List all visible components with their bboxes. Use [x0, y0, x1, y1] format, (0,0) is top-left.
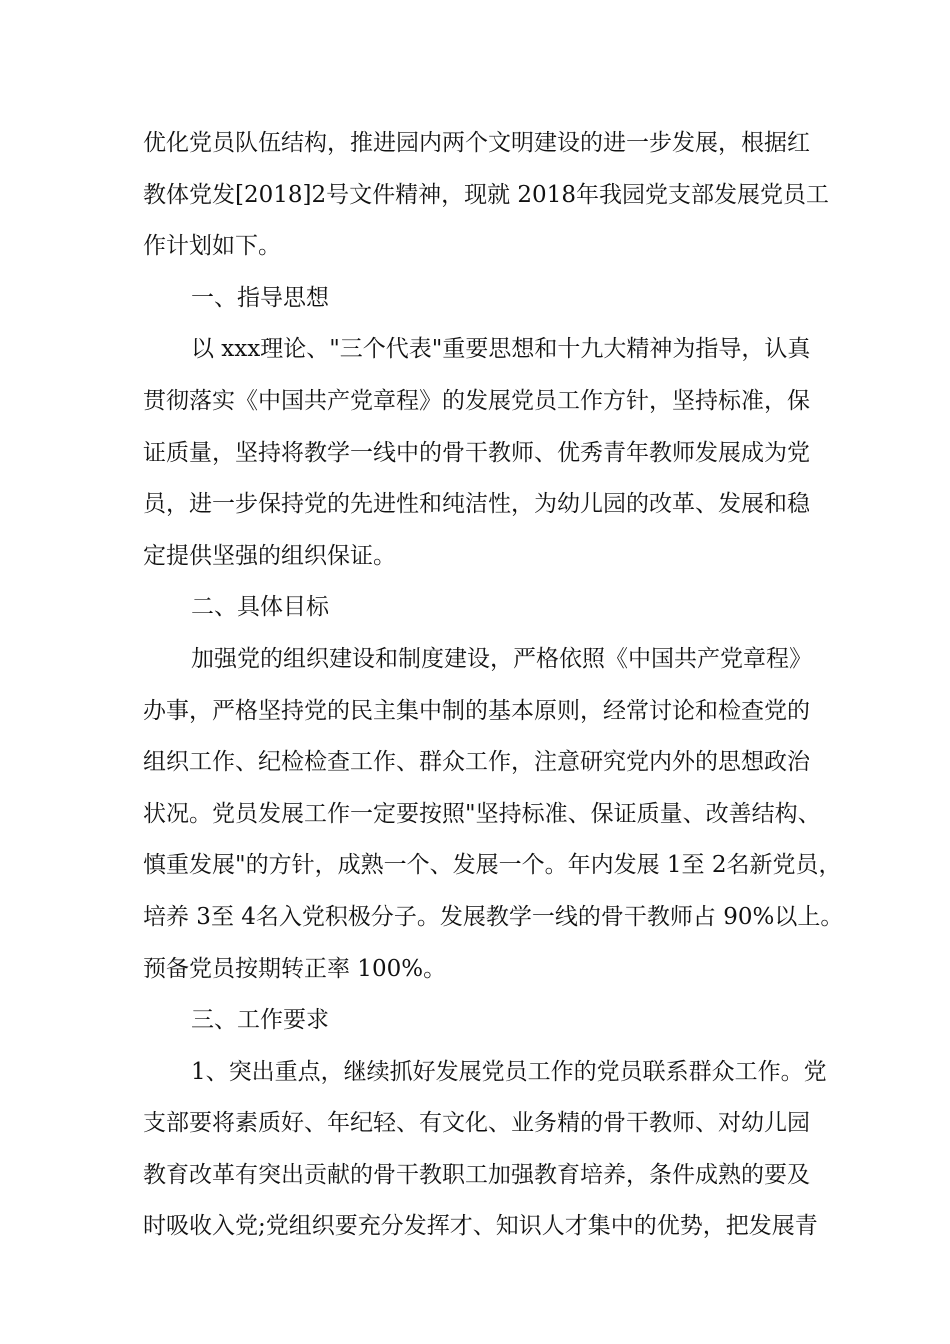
text-line: 慎重发展"的方针，成熟一个、发展一个。年内发展 1至 2名新党员，	[143, 852, 842, 879]
text-line: 作计划如下。	[143, 233, 281, 260]
text-line: 三、工作要求	[191, 1007, 329, 1034]
text-line: 以 xxx理论、"三个代表"重要思想和十九大精神为指导，认真	[191, 336, 811, 363]
text-line: 培养 3至 4名入党积极分子。发展教学一线的骨干教师占 90%以上。	[143, 903, 844, 930]
text-line: 教育改革有突出贡献的骨干教职工加强教育培养，条件成熟的要及	[143, 1161, 810, 1188]
text-line: 一、指导思想	[191, 284, 329, 311]
document-body	[143, 118, 844, 1253]
text-line: 二、具体目标	[191, 594, 329, 621]
text-line: 办事，严格坚持党的民主集中制的基本原则，经常讨论和检查党的	[143, 697, 810, 724]
text-line: 定提供坚强的组织保证。	[143, 542, 396, 569]
text-line: 贯彻落实《中国共产党章程》的发展党员工作方针，坚持标准，保	[143, 387, 810, 414]
text-line: 员，进一步保持党的先进性和纯洁性，为幼儿园的改革、发展和稳	[143, 491, 810, 518]
text-line: 证质量，坚持将教学一线中的骨干教师、优秀青年教师发展成为党	[143, 439, 810, 466]
text-line: 教体党发[2018]2号文件精神，现就 2018年我园党支部发展党员工	[143, 181, 829, 208]
text-line: 组织工作、纪检检查工作、群众工作，注意研究党内外的思想政治	[143, 749, 810, 776]
text-line: 状况。党员发展工作一定要按照"坚持标准、保证质量、改善结构、	[143, 800, 821, 827]
text-line: 预备党员按期转正率 100%。	[143, 955, 447, 982]
text-line: 支部要将素质好、年纪轻、有文化、业务精的骨干教师、对幼儿园	[143, 1110, 810, 1137]
text-line: 优化党员队伍结构，推进园内两个文明建设的进一步发展，根据红	[143, 130, 810, 156]
text-line: 时吸收入党;党组织要充分发挥才、知识人才集中的优势，把发展青	[143, 1213, 818, 1240]
text-line: 1、突出重点，继续抓好发展党员工作的党员联系群众工作。党	[191, 1058, 827, 1085]
text-line: 加强党的组织建设和制度建设，严格依照《中国共产党章程》	[191, 645, 812, 672]
